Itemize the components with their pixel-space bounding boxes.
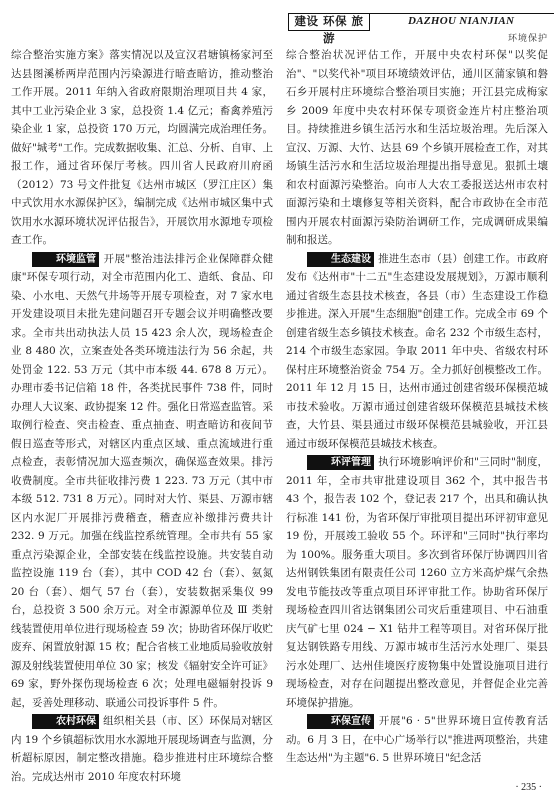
paragraph: 综合整治实施方案》落实情况以及宣汉君塘镇杨家河至达县图溪桥两岸范围内污染源进行暗查暗访，推动整治工作开展。2011 年纳入省政府限期治理项目共 4 家，其中工业污染企业 3 家，总投资 1.4 亿元；畜禽养殖污染企业 1 家，总投资 170 万元，均圆满完成治理任务。做好"城考"工作。完成数据收集、汇总、分析、自审、上报工作，通过省环保厅考核。四川省人民政府川府函（2012）73 号文件批复《达州市城区（罗江庄区）集中式饮用水水源保护区》，编制完成《达州市城区集中式饮用水水源环境状况评估报告》，开展饮用水源地专项检查工作。 [11, 49, 273, 246]
paragraph-eia-management [286, 453, 548, 712]
header-subsection: 环境保护 [507, 34, 548, 44]
section-tag: 环保宣传 [307, 714, 374, 729]
paragraph-text: 推进生态市（县）创建工作。市政府发布《达州市"十二五"生态建设发展规划》，万源市顺利通过省级生态县技术核查，各县（市）生态建设工作稳步推进。深入开展"生态细胞"创建工作。完成全市 69 个创建省级生态乡镇技术核查。命名 232 个市级生态村，214 个市级生态家园。争取 2011 年中央、省级农村环保村庄环境整治资金 754 万。全力抓好创模整改工作。2011 年 12 月 15 日，达州市通过创建省级环保模范城市技术验收。万源市通过创建省级环保模范县城技术核查，大竹县、渠县通过市级环保模范县城验收，开江县通过市级环保模范县城技术核查。 [286, 252, 548, 450]
paragraph-text: 开展"6 · 5"世界环境日宣传教育活动。6 月 3 日，在中心广场举行以"推进两项整治，共建生态达州"为主题"6. 5 世界环境日"纪念活 [286, 715, 548, 764]
paragraph-text: 组织相关县（市、区）环保局对辖区内 19 个乡镇超标饮用水水源地开展现场调查与监测，分析超标原因，制定整改措施。稳步推进村庄环境综合整治。完成达州市 2010 年度农村环境 [11, 715, 273, 783]
header-section-label: 建设 环保 旅游 [288, 13, 370, 31]
page-number: · 235 · [515, 782, 542, 793]
paragraph-environmental-publicity [286, 712, 548, 768]
paragraph-environment-supervision [11, 250, 273, 713]
paragraph-rural-environment [11, 712, 273, 786]
header-yearbook-title: DAZHOU NIANJIAN [408, 15, 515, 27]
section-tag: 生态建设 [307, 252, 374, 267]
left-column [11, 46, 273, 783]
paragraph-text: 执行环境影响评价和"三同时"制度，2011 年，全市共审批建设项目 362 个，其中报告书 43 个，报告表 102 个，登记表 217 个，出具和确认执行标准 141 份，为省环保厅审批项目提出环评初审意见 19 份，开展竣工验收 55 个。环评和"三同时"执行率均为 100%。服务重大项目。多次到省环保厅协调四川省达州钢铁集团有限责任公司 1260 立方米高炉煤气余热发电节能技改等重点项目环评审批工作。协助省环保厅现场检查四川省达钢集团公司灾后重建项目、中石油重庆气矿七里 024 − X1 钻井工程等项目。对省环保厅批复达钢铁路专用线、万源市城市生活污水处理厂、渠县污水处理厂、达州佳境医疗废物集中处置设施项目进行现场检查，对存在问题提出整改意见，并督促企业完善环境保护措施。 [286, 456, 548, 709]
paragraph-text: 开展"整治违法排污企业保障群众健康"环保专项行动，对全市范围内化工、造纸、食品、印染、小水电、天然气井场等开展专项检查，对 7 家水电开发建设项目未批先建问题召开专题会议并明确整改要求。全市共出动执法人员 15 423 余人次，现场检查企业 8 480 次，立案查处各类环境违法行为 56 余起，共处罚金 122. 53 万元（其中市本级 44. 678 8 万元）。办理市委书记信箱 18 件，各类扰民事件 738 件，同时办理人大议案、政协提案 12 件。强化日常巡查监管。采取例行检查、突击检查、重点抽查、明查暗访和夜间节假日巡查等形式，对辖区内重点区域、重点流域进行重点检查，表彰情况加大巡查频次，确保巡查效果。排污收费制度。全市共征收排污费 1 223. 73 万元（其中市本级 512. 731 8 万元）。同时对大竹、渠县、万源市辖区内水泥厂开展排污费稽查，稽查应补缴排污费共计 232. 9 万元。加强在线监控系统管理。全市共有 55 家重点污染源企业，全部安装在线监控设施。共安装自动监控设施 119 台（套），其中 COD 42 台（套）、氨氮 20 台（套）、烟气 57 台（套），安装数据采集仪 99 台，总投资 3 500 余万元。对全市源源单位及 Ⅲ 类射线装置使用单位进行现场检查 59 次；协助省环保厅收贮废弃、闲置放射源 15 枚；配合省核工业地质局验收放射源及射线装置使用单位 30 家；核发《辐射安全许可证》69 家，野外探伤现场检查 6 次；处理电磁辐射投诉 9 起，妥善处理移动、联通公司投诉事件 5 件。 [11, 252, 273, 709]
section-tag: 农村环保 [32, 714, 99, 729]
section-tag: 环境监管 [32, 252, 99, 267]
paragraph: 综合整治状况评估工作，开展中央农村环保"以奖促治"、"以奖代补"项目环境绩效评估，通川区蒲家镇和磐石乡开展村庄环境综合整治项目实施；开江县完成梅家乡 2009 年度中央农村环保专项资金连片村庄整治项目。持续推进乡镇生活污水和生活垃圾治理。先后深入宣汉、万源、大竹、达县 69 个乡镇开展检查工作，对其场镇生活污水和生活垃圾治理提出指导意见。狠抓土壤和农村面源污染整治。向市人大农工委报送达州市农村面源污染和土壤修复等相关资料，配合市政协在全市范围内开展农村面源污染防治调研工作，完成调研成果编制和报送。 [286, 49, 548, 246]
running-header [0, 0, 560, 44]
paragraph-ecological-construction [286, 250, 548, 454]
right-column [286, 46, 548, 766]
section-tag: 环评管理 [307, 455, 374, 470]
